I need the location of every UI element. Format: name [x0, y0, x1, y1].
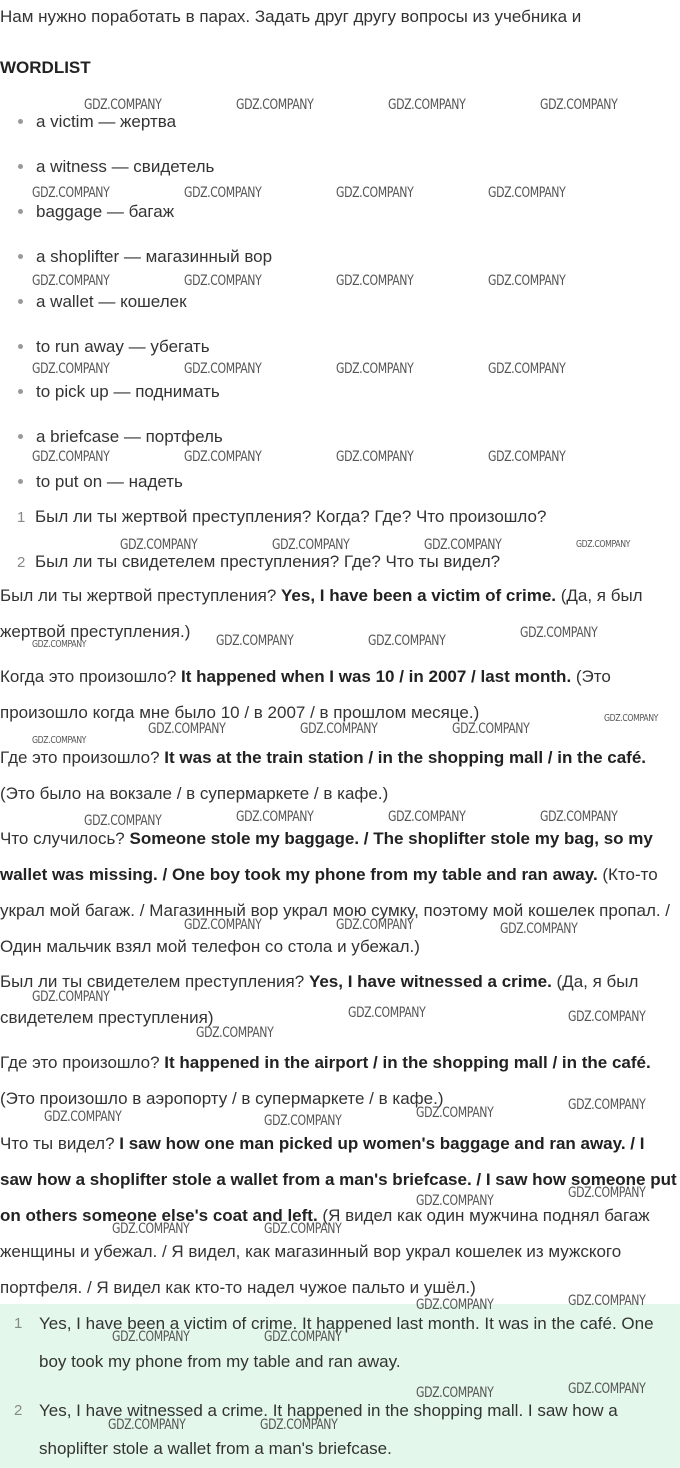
watermark: GDZ.COMPANY: [32, 273, 110, 289]
bullet-icon: [18, 389, 23, 394]
watermark: GDZ.COMPANY: [488, 185, 566, 201]
watermark: GDZ.COMPANY: [184, 273, 262, 289]
wordlist-item: to pick up — поднимать: [18, 382, 220, 402]
watermark: GDZ.COMPANY: [568, 1097, 646, 1113]
watermark: GDZ.COMPANY: [84, 97, 162, 113]
watermark: GDZ.COMPANY: [604, 713, 659, 724]
watermark: GDZ.COMPANY: [368, 633, 446, 649]
watermark: GDZ.COMPANY: [336, 361, 414, 377]
wordlist-item: baggage — багаж: [18, 202, 174, 222]
watermark: GDZ.COMPANY: [120, 537, 198, 553]
watermark: GDZ.COMPANY: [336, 449, 414, 465]
watermark: GDZ.COMPANY: [184, 361, 262, 377]
watermark: GDZ.COMPANY: [236, 97, 314, 113]
watermark: GDZ.COMPANY: [184, 449, 262, 465]
watermark: GDZ.COMPANY: [336, 273, 414, 289]
wordlist-item: to put on — надеть: [18, 472, 183, 492]
dialogue-paragraph: Где это произошло? It happened in the airport / in the shopping mall / in the café. (Это произошло в аэропорту / в супермаркете / в кафе.): [0, 1053, 651, 1108]
watermark: GDZ.COMPANY: [568, 1381, 646, 1397]
watermark: GDZ.COMPANY: [260, 1417, 338, 1433]
bullet-icon: [18, 479, 23, 484]
watermark: GDZ.COMPANY: [568, 1293, 646, 1309]
wordlist-title: WORDLIST: [0, 58, 91, 77]
watermark: GDZ.COMPANY: [108, 1417, 186, 1433]
watermark: GDZ.COMPANY: [452, 721, 530, 737]
watermark: GDZ.COMPANY: [568, 1009, 646, 1025]
bullet-icon: [18, 119, 23, 124]
dialogue-paragraph: Где это произошло? It was at the train station / in the shopping mall / in the café. (Это было на вокзале / в супермаркете / в кафе.): [0, 748, 647, 803]
watermark: GDZ.COMPANY: [416, 1297, 494, 1313]
wordlist-item: to run away — убегать: [18, 337, 210, 357]
wordlist-item: a briefcase — портфель: [18, 427, 223, 447]
watermark: GDZ.COMPANY: [184, 185, 262, 201]
watermark: GDZ.COMPANY: [32, 361, 110, 377]
intro-text: Нам нужно поработать в парах. Задать друг другу вопросы из учебника и: [0, 7, 582, 26]
watermark: GDZ.COMPANY: [112, 1329, 190, 1345]
watermark: GDZ.COMPANY: [488, 273, 566, 289]
bullet-icon: [18, 299, 23, 304]
answer-item: 1 Yes, I have been a victim of crime. It happened last month. It was in the café. One boy took my phone from my table and ran away.: [14, 1314, 654, 1371]
watermark: GDZ.COMPANY: [264, 1113, 342, 1129]
watermark: GDZ.COMPANY: [32, 989, 110, 1005]
watermark: GDZ.COMPANY: [112, 1221, 190, 1237]
watermark: GDZ.COMPANY: [388, 97, 466, 113]
wordlist-item: a victim — жертва: [18, 112, 176, 132]
watermark: GDZ.COMPANY: [500, 921, 578, 937]
watermark: GDZ.COMPANY: [416, 1105, 494, 1121]
watermark: GDZ.COMPANY: [272, 537, 350, 553]
watermark: GDZ.COMPANY: [264, 1329, 342, 1345]
bullet-icon: [18, 209, 23, 214]
watermark: GDZ.COMPANY: [84, 813, 162, 829]
dialogue-paragraph: Был ли ты жертвой преступления? Yes, I have been a victim of crime. (Да, я был жертвой преступления.): [0, 586, 643, 641]
watermark: GDZ.COMPANY: [300, 721, 378, 737]
bullet-icon: [18, 434, 23, 439]
bullet-icon: [18, 254, 23, 259]
watermark: GDZ.COMPANY: [388, 809, 466, 825]
watermark: GDZ.COMPANY: [568, 1185, 646, 1201]
question-item: 1 Был ли ты жертвой преступления? Когда? Где? Что произошло?: [17, 507, 547, 526]
watermark: GDZ.COMPANY: [264, 1221, 342, 1237]
wordlist-item: a wallet — кошелек: [18, 292, 187, 312]
bullet-icon: [18, 164, 23, 169]
watermark: GDZ.COMPANY: [348, 1005, 426, 1021]
dialogue-paragraph: Когда это произошло? It happened when I was 10 / in 2007 / last month. (Это произошло когда мне было 10 / в 2007 / в прошлом месяце.): [0, 667, 611, 722]
watermark: GDZ.COMPANY: [424, 537, 502, 553]
watermark: GDZ.COMPANY: [184, 917, 262, 933]
watermark: GDZ.COMPANY: [540, 97, 618, 113]
watermark: GDZ.COMPANY: [520, 625, 598, 641]
watermark: GDZ.COMPANY: [336, 185, 414, 201]
watermark: GDZ.COMPANY: [32, 639, 87, 650]
watermark: GDZ.COMPANY: [336, 917, 414, 933]
watermark: GDZ.COMPANY: [488, 361, 566, 377]
wordlist-item: a shoplifter — магазинный вор: [18, 247, 272, 267]
dialogue-paragraph: Был ли ты свидетелем преступления? Yes, I have witnessed a crime. (Да, я был свидетелем преступления): [0, 972, 639, 1027]
watermark: GDZ.COMPANY: [32, 735, 87, 746]
watermark: GDZ.COMPANY: [148, 721, 226, 737]
watermark: GDZ.COMPANY: [576, 539, 631, 550]
watermark: GDZ.COMPANY: [32, 449, 110, 465]
watermark: GDZ.COMPANY: [236, 809, 314, 825]
watermark: GDZ.COMPANY: [540, 809, 618, 825]
watermark: GDZ.COMPANY: [416, 1193, 494, 1209]
watermark: GDZ.COMPANY: [44, 1109, 122, 1125]
watermark: GDZ.COMPANY: [216, 633, 294, 649]
watermark: GDZ.COMPANY: [416, 1385, 494, 1401]
wordlist-item: a witness — свидетель: [18, 157, 214, 177]
dialogue-paragraph: Что случилось? Someone stole my baggage. / The shoplifter stole my bag, so my wallet was missing. / One boy took my phone from my table and ran away. (Кто-то украл мой багаж. / Магазинный вор украл мою сумку, поэтому мой кошелек пропал. / Один мальчик взял мой телефон со стола и убежал.): [0, 829, 671, 956]
dialogue-paragraph: Что ты видел? I saw how one man picked up women's baggage and ran away. / I saw how a shoplifter stole a wallet from a man's briefcase. / I saw how someone put on others someone else's coat and left. (Я видел как один мужчина поднял багаж женщины и убежал. / Я видел, как магазинный вор украл кошелек из мужского портфеля. / Я видел как кто-то надел чужое пальто и ушёл.): [0, 1134, 677, 1297]
question-item: 2 Был ли ты свидетелем преступления? Где? Что ты видел?: [17, 552, 501, 571]
watermark: GDZ.COMPANY: [196, 1025, 274, 1041]
watermark: GDZ.COMPANY: [488, 449, 566, 465]
bullet-icon: [18, 344, 23, 349]
answer-item: 2 Yes, I have witnessed a crime. It happened in the shopping mall. I saw how a shoplifter stole a wallet from a man's briefcase.: [14, 1401, 618, 1458]
watermark: GDZ.COMPANY: [32, 185, 110, 201]
